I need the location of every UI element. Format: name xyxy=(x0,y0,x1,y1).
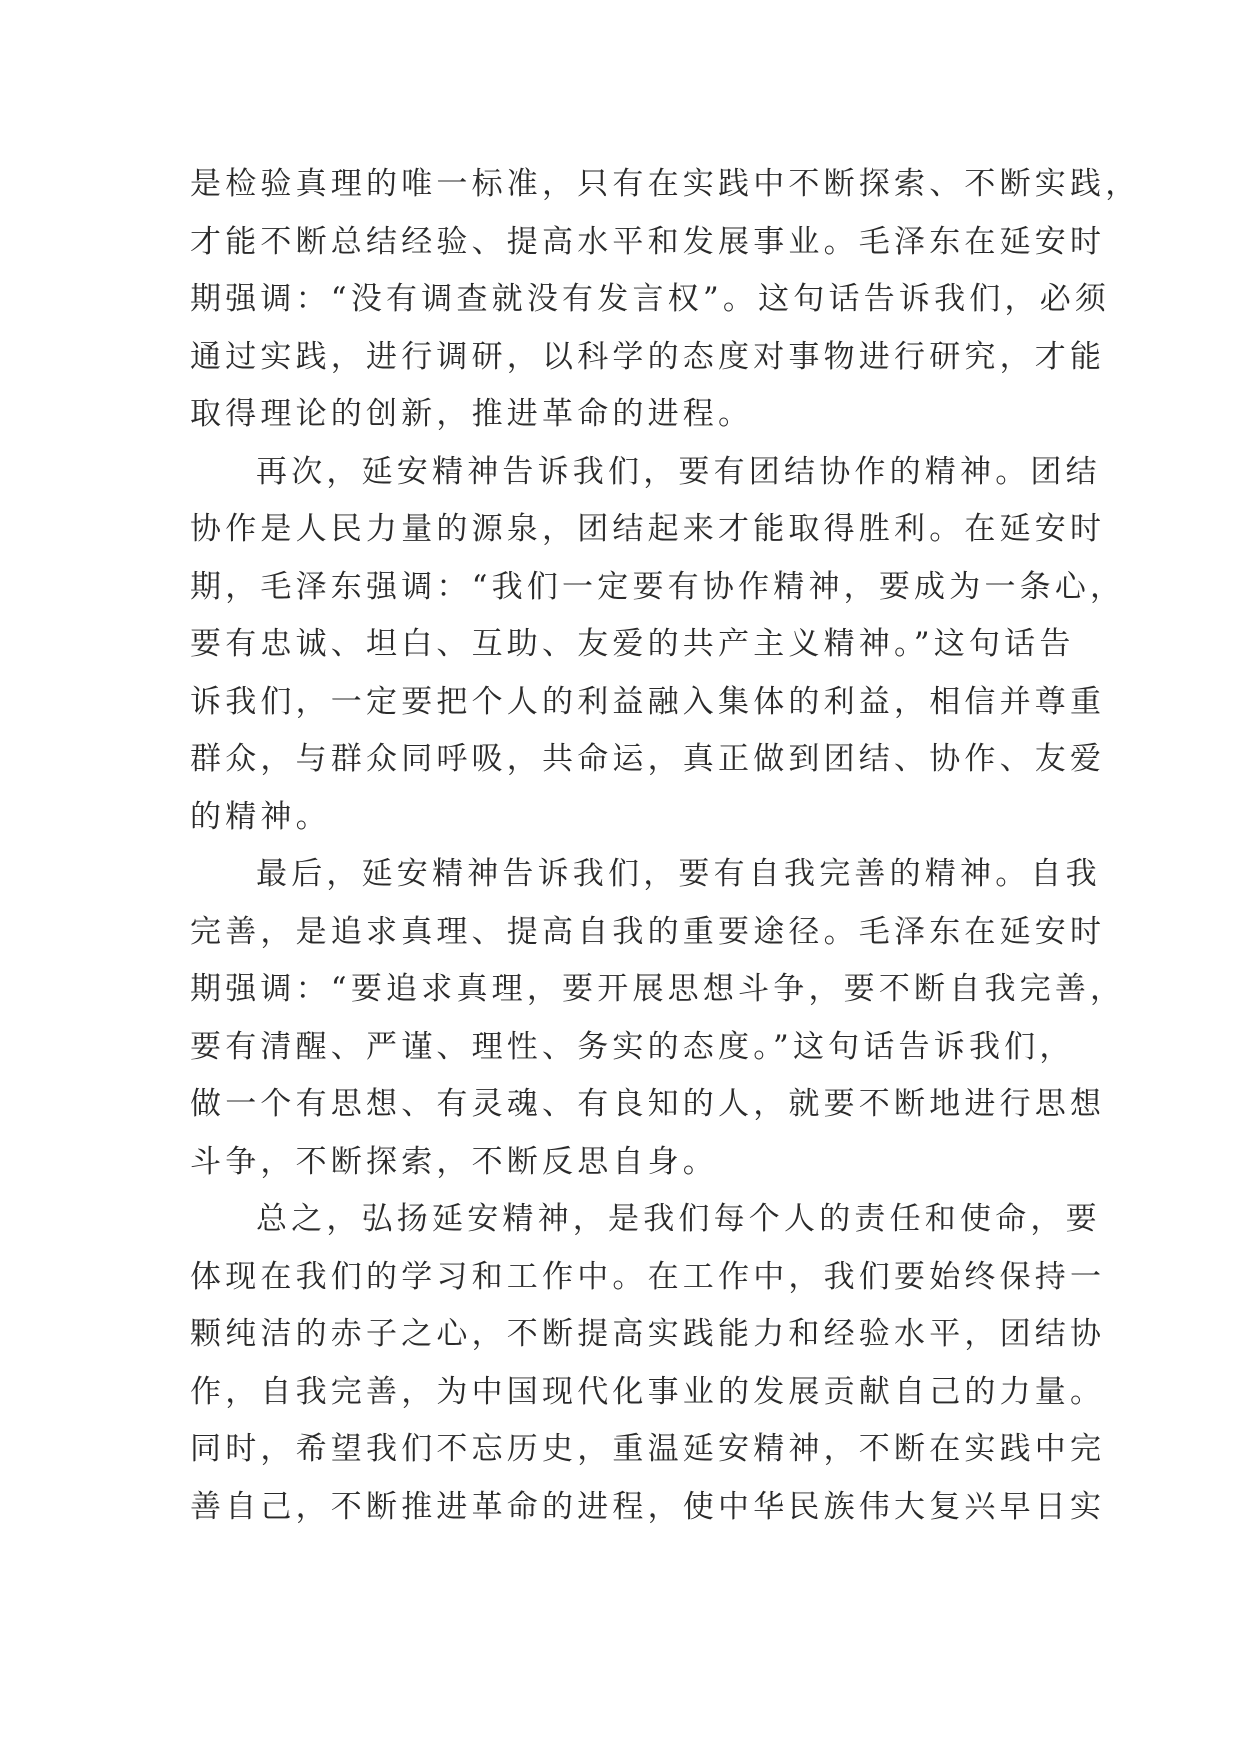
paragraph-first-line: 总之，弘扬延安精神，是我们每个人的责任和使命，要 xyxy=(256,1201,1101,1237)
text-line: 善自己，不断推进革命的进程，使中华民族伟大复兴早日实 xyxy=(190,1488,1106,1525)
text-line: 同时，希望我们不忘历史，重温延安精神，不断在实践中完 xyxy=(190,1431,1106,1467)
paragraph-first-line: 再次，延安精神告诉我们，要有团结协作的精神。团结 xyxy=(256,453,1101,490)
text-line: 通过实践，进行调研，以科学的态度对事物进行研究，才能 xyxy=(190,338,1106,375)
text-line: 才能不断总结经验、提高水平和发展事业。毛泽东在延安时 xyxy=(190,223,1106,260)
text-line: 协作是人民力量的源泉，团结起来才能取得胜利。在延安时 xyxy=(190,511,1106,547)
text-line: 做一个有思想、有灵魂、有良知的人，就要不断地进行思想 xyxy=(190,1086,1106,1122)
text-line: 取得理论的创新，推进革命的进程。 xyxy=(190,396,754,432)
text-line: 期强调：“没有调查就没有发言权”。这句话告诉我们，必须 xyxy=(190,281,1111,317)
text-line: 作，自我完善，为中国现代化事业的发展贡献自己的力量。 xyxy=(190,1373,1106,1410)
text-line: 体现在我们的学习和工作中。在工作中，我们要始终保持一 xyxy=(190,1258,1106,1295)
paragraph-first-line: 最后，延安精神告诉我们，要有自我完善的精神。自我 xyxy=(256,856,1101,892)
text-line: 完善，是追求真理、提高自我的重要途径。毛泽东在延安时 xyxy=(190,913,1106,950)
text-line: 颗纯洁的赤子之心，不断提高实践能力和经验水平，团结协 xyxy=(190,1316,1106,1352)
body-text xyxy=(190,156,1141,1536)
text-line: 的精神。 xyxy=(190,798,331,835)
text-line: 要有清醒、严谨、理性、务实的态度。”这句话告诉我们， xyxy=(190,1028,1075,1065)
text-line: 要有忠诚、坦白、互助、友爱的共产主义精神。”这句话告 xyxy=(190,626,1075,662)
text-line: 诉我们，一定要把个人的利益融入集体的利益，相信并尊重 xyxy=(190,683,1106,720)
text-line: 期，毛泽东强调：“我们一定要有协作精神，要成为一条心， xyxy=(190,568,1126,605)
text-line: 是检验真理的唯一标准，只有在实践中不断探索、不断实践， xyxy=(190,166,1141,202)
text-line: 群众，与群众同呼吸，共命运，真正做到团结、协作、友爱 xyxy=(190,741,1106,777)
text-line: 斗争，不断探索，不断反思自身。 xyxy=(190,1143,718,1180)
text-line: 期强调：“要追求真理，要开展思想斗争，要不断自我完善， xyxy=(190,971,1126,1007)
